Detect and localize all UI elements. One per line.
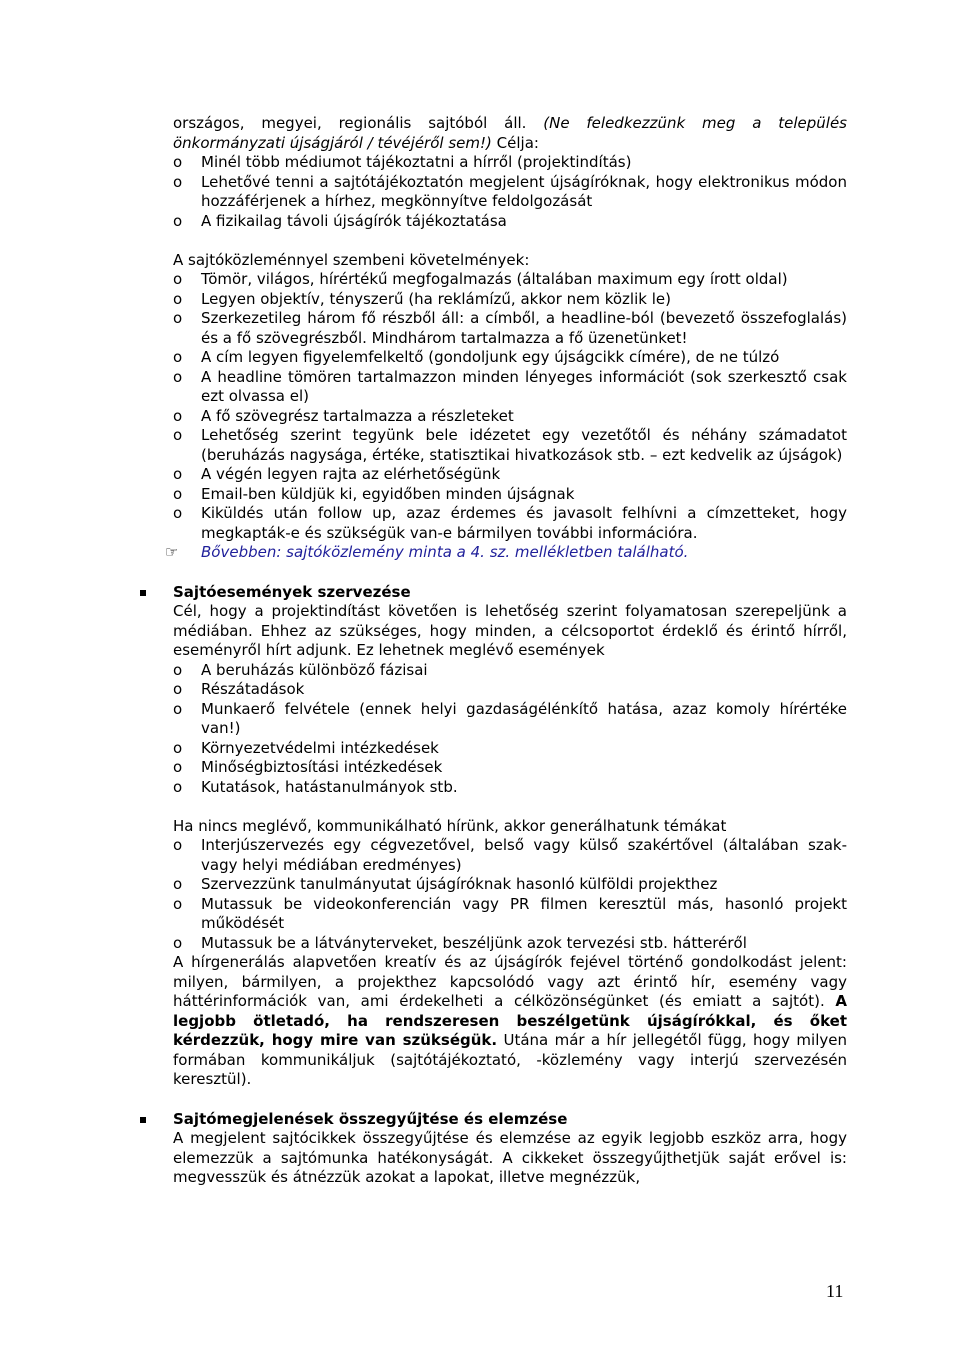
list-item: o Kutatások, hatástanulmányok stb. — [173, 777, 458, 796]
list-item: o Mutassuk be a látványterveket, beszéljünk azok tervezési stb. hátteréről — [173, 933, 747, 952]
circle-bullet-icon: o — [173, 699, 183, 718]
section-media-coverage — [173, 1110, 847, 1188]
circle-bullet-icon: o — [173, 270, 183, 288]
intro-tail: Célja: — [496, 133, 539, 152]
section-press-events — [173, 583, 847, 1090]
list-item: o Tömör, világos, hírértékű megfogalmazás (általában maximum egy írott oldal) — [173, 270, 788, 288]
closing-paragraph: A hírgenerálás alapvetően kreatív és az újságírók fejével történő gondolkodást jelent: milyen, bármilyen, a projekthez kapcsolódó vagy azt érintő hír, esemény vagy háttérinformációk van, ami érdekelheti a célközönségünket (és emiatt a sajtót). A legjobb ötletadó, ha rendszeresen beszélgetünk újságírókkal, és őket kérdezzük, hogy mire van szükségük. Utána már a hír jellegétől függ, hogy milyen formában kommunikáljuk (sajtótájékoztató, -közlemény vagy interjú szervezésén keresztül). — [173, 953, 847, 1088]
circle-bullet-icon: o — [173, 153, 183, 171]
requirements-list — [173, 270, 847, 543]
list-item: o Szervezzünk tanulmányutat újságíróknak hasonló külföldi projekthez — [173, 875, 718, 893]
list-item: o Munkaerő felvétele (ennek helyi gazdaságélénkítő hatása, azaz komoly hírértéke van!) — [173, 699, 847, 737]
circle-bullet-icon: o — [173, 777, 183, 796]
circle-bullet-icon: o — [173, 504, 183, 522]
circle-bullet-icon: o — [173, 211, 183, 230]
events-list — [173, 661, 847, 798]
section-title: Sajtómegjelenések összegyűjtése és elemzése — [173, 1109, 568, 1128]
circle-bullet-icon: o — [173, 660, 183, 679]
list-item: o Szerkezetileg három fő részből áll: a címből, a headline-ból (bevezető összefoglalás) és a fő szövegrészből. Mindhárom tartalmazza a fő üzenetünket! — [173, 309, 847, 347]
circle-bullet-icon: o — [173, 484, 183, 503]
list-item: o Email-ben küldjük ki, egyidőben minden újságnak — [173, 484, 575, 503]
list-item: o Mutassuk be videokonferencián vagy PR filmen keresztül más, hasonló projekt működését — [173, 894, 847, 932]
circle-bullet-icon: o — [173, 426, 183, 444]
intro-list — [173, 153, 847, 231]
section-title: Sajtóesemények szervezése — [173, 582, 411, 601]
list-item: o Interjúszervezés egy cégvezetővel, belső vagy külső szakértővel (általában szak- vagy helyi médiában eredményes) — [173, 836, 847, 874]
list-item: o A beruházás különböző fázisai — [173, 660, 428, 679]
circle-bullet-icon: o — [173, 738, 183, 757]
circle-bullet-icon: o — [173, 680, 183, 698]
list-item: o Környezetvédelmi intézkedések — [173, 738, 439, 757]
annex-note — [165, 543, 847, 563]
list-item: o A cím legyen figyelemfelkeltő (gondoljunk egy újságcikk címére), de ne túlzó — [173, 348, 780, 366]
list-item: o Legyen objektív, tényszerű (ha reklámízű, akkor nem közlik le) — [173, 289, 671, 308]
circle-bullet-icon: o — [173, 836, 183, 854]
circle-bullet-icon: o — [173, 894, 183, 913]
circle-bullet-icon: o — [173, 465, 183, 483]
list-item: o Lehetővé tenni a sajtótájékoztatón megjelent újságíróknak, hogy elektronikus módon hozzáférjenek a hírhez, megkönnyítve feldolgozását — [173, 172, 847, 210]
list-item: o Kiküldés után follow up, azaz érdemes és javasolt felhívni a címzetteket, hogy megkapták-e és szükségük van-e bármilyen további információra. — [173, 504, 847, 542]
page-number: 11 — [826, 1281, 844, 1301]
pointing-hand-icon: ☞ — [165, 543, 179, 561]
list-item: o Minél több médiumot tájékoztatni a hírről (projektindítás) — [173, 153, 632, 171]
intro-italic: (Ne feledkezzünk meg a település önkormányzati újságjáról / tévéjéről sem!) — [173, 114, 847, 152]
generate-intro: Ha nincs meglévő, kommunikálható hírünk, akkor generálhatunk témákat — [173, 816, 727, 835]
intro-paragraph — [173, 114, 847, 153]
list-item: o Lehetőség szerint tegyünk bele idézetet egy vezetőtől és néhány számadatot (beruházás nagysága, értéke, statisztikai hivatkozások stb. – ezt kedvelik az újságok) — [173, 426, 847, 464]
document-body — [165, 114, 847, 1188]
circle-bullet-icon: o — [173, 289, 183, 308]
circle-bullet-icon: o — [173, 875, 183, 893]
requirements-heading: A sajtóközleménnyel szembeni követelmények: — [173, 250, 530, 269]
list-item: o A fő szövegrész tartalmazza a részleteket — [173, 406, 514, 425]
circle-bullet-icon: o — [173, 933, 183, 952]
circle-bullet-icon: o — [173, 172, 183, 191]
list-item: o A headline tömören tartalmazzon minden lényeges információt (sok szerkesztő csak ezt olvassa el) — [173, 367, 847, 405]
list-item: o Részátadások — [173, 680, 305, 698]
circle-bullet-icon: o — [173, 406, 183, 425]
circle-bullet-icon: o — [173, 309, 183, 327]
square-bullet-icon — [140, 590, 146, 596]
intro-text: országos, megyei, regionális sajtóból áll. — [173, 114, 527, 132]
media-paragraph: A megjelent sajtócikkek összegyűjtése és elemzése az egyik legjobb eszköz arra, hogy elemezzük a sajtómunka hatékonyságát. A cikkeket összegyűjthetjük saját erővel is: megvesszük és átnézzük azokat a lapokat, illetve megnézzük, — [173, 1129, 847, 1186]
square-bullet-icon — [140, 1117, 146, 1123]
circle-bullet-icon: o — [173, 758, 183, 776]
generate-list — [173, 836, 847, 953]
circle-bullet-icon: o — [173, 348, 183, 366]
annex-note-text: Bővebben: sajtóközlemény minta a 4. sz. mellékletben található. — [201, 543, 689, 561]
list-item: o A végén legyen rajta az elérhetőségünk — [173, 465, 501, 483]
circle-bullet-icon: o — [173, 367, 183, 386]
list-item: o A fizikailag távoli újságírók tájékoztatása — [173, 211, 507, 230]
events-paragraph: Cél, hogy a projektindítást követően is lehetőség szerint folyamatosan szerepeljünk a médiában. Ehhez az szükséges, hogy minden, a célcsoportot érdeklő és érintő hírről, eseményről hírt adjunk. Ez lehetnek meglévő események — [173, 602, 847, 659]
list-item: o Minőségbiztosítási intézkedések — [173, 758, 443, 776]
